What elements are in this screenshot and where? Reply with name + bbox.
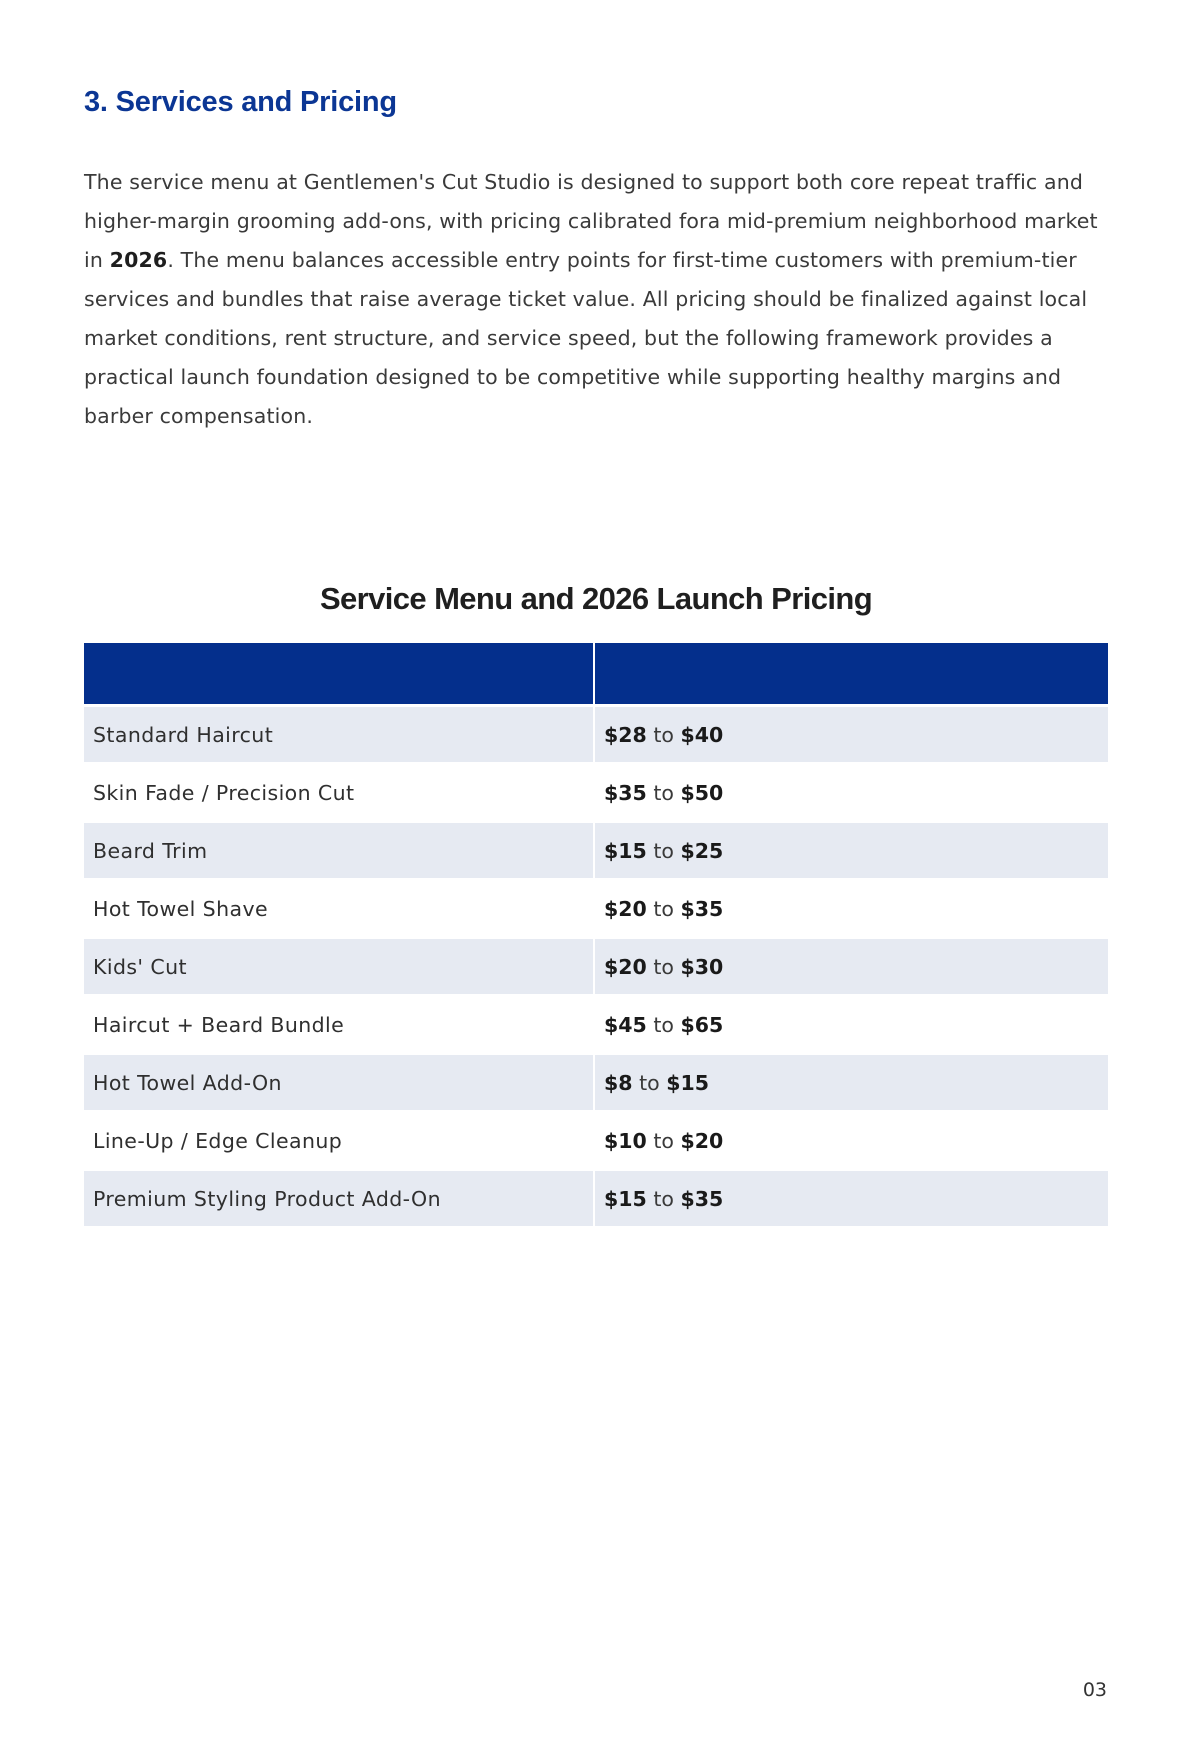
- service-cell: Skin Fade / Precision Cut: [84, 764, 594, 822]
- section-heading: 3. Services and Pricing: [84, 86, 397, 118]
- price-low: $20: [604, 896, 647, 921]
- price-high: $15: [666, 1070, 709, 1095]
- price-cell: [594, 996, 1108, 1054]
- price-cell: [594, 938, 1108, 996]
- service-cell: Standard Haircut: [84, 706, 594, 764]
- price-low: $15: [604, 838, 647, 863]
- header-cell-price: [594, 643, 1108, 706]
- price-high: $35: [680, 896, 724, 921]
- price-separator: to: [653, 896, 674, 921]
- price-cell: [594, 706, 1108, 764]
- service-cell: Line-Up / Edge Cleanup: [84, 1112, 594, 1170]
- table-row: [84, 938, 1108, 996]
- service-cell: Haircut + Beard Bundle: [84, 996, 594, 1054]
- page-number: 03: [1082, 1679, 1107, 1701]
- service-cell: Hot Towel Shave: [84, 880, 594, 938]
- price-high: $65: [680, 1012, 724, 1037]
- price-cell: [594, 1054, 1108, 1112]
- price-low: $28: [604, 722, 647, 747]
- pricing-table: [84, 643, 1108, 1226]
- intro-text-before: The service menu at Gentlemen's Cut Studio is designed to support both core repeat traffic and higher-margin grooming add-ons, with pricing calibrated fora mid-premium neighborhood market in: [84, 170, 1098, 272]
- price-high: $30: [680, 954, 724, 979]
- price-cell: [594, 1112, 1108, 1170]
- table-header-row: [84, 643, 1108, 706]
- header-cell-service: [84, 643, 594, 706]
- price-high: $50: [680, 780, 724, 805]
- price-low: $20: [604, 954, 647, 979]
- price-low: $45: [604, 1012, 647, 1037]
- intro-year: 2026: [109, 248, 168, 272]
- price-low: $10: [604, 1128, 647, 1153]
- price-separator: to: [653, 1128, 674, 1153]
- table-row: [84, 1112, 1108, 1170]
- price-high: $20: [680, 1128, 724, 1153]
- price-cell: [594, 1170, 1108, 1227]
- intro-paragraph: [84, 163, 1114, 436]
- table-row: [84, 764, 1108, 822]
- service-cell: Beard Trim: [84, 822, 594, 880]
- price-high: $35: [680, 1186, 724, 1211]
- price-cell: [594, 822, 1108, 880]
- table-row: [84, 822, 1108, 880]
- price-separator: to: [653, 722, 674, 747]
- table-title: Service Menu and 2026 Launch Pricing: [319, 581, 873, 616]
- price-high: $40: [680, 722, 724, 747]
- table-row: [84, 706, 1108, 764]
- table-row: [84, 880, 1108, 938]
- table-row: [84, 1170, 1108, 1227]
- intro-text-after: . The menu balances accessible entry points for first-time customers with premium-tier services and bundles that raise average ticket value. All pricing should be finalized against local market conditions, rent structure, and service speed, but the following framework provides a practical launch foundation designed to be competitive while supporting healthy margins and barber compensation.: [84, 248, 1088, 428]
- table-row: [84, 1054, 1108, 1112]
- price-separator: to: [639, 1070, 660, 1095]
- price-separator: to: [653, 838, 674, 863]
- price-separator: to: [653, 780, 674, 805]
- service-cell: Hot Towel Add-On: [84, 1054, 594, 1112]
- price-separator: to: [653, 1186, 674, 1211]
- price-low: $35: [604, 780, 647, 805]
- price-high: $25: [680, 838, 724, 863]
- service-cell: Premium Styling Product Add-On: [84, 1170, 594, 1227]
- table-row: [84, 996, 1108, 1054]
- table-body: [84, 706, 1108, 1227]
- price-separator: to: [653, 1012, 674, 1037]
- price-low: $15: [604, 1186, 647, 1211]
- service-cell: Kids' Cut: [84, 938, 594, 996]
- price-separator: to: [653, 954, 674, 979]
- price-cell: [594, 880, 1108, 938]
- price-low: $8: [604, 1070, 633, 1095]
- price-cell: [594, 764, 1108, 822]
